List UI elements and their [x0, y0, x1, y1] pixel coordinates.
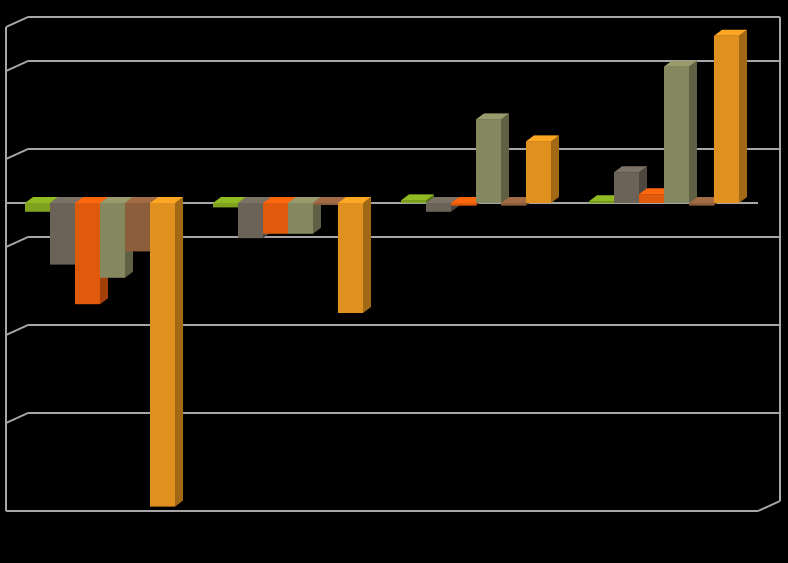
bar-side: [501, 113, 509, 203]
floor-right-edge: [758, 501, 780, 511]
bar: [664, 61, 697, 203]
gridline-side: [6, 149, 28, 159]
bar-front: [238, 203, 263, 238]
bar-front: [614, 172, 639, 203]
bar-front: [664, 67, 689, 203]
bar: [526, 135, 559, 203]
bar: [150, 197, 183, 507]
bar-front: [589, 201, 614, 203]
top-wall-edge: [6, 17, 28, 27]
bar-front: [125, 203, 150, 251]
bar-front: [526, 141, 551, 203]
bar-front: [100, 203, 125, 278]
bar-front: [25, 203, 50, 212]
gridline-side: [6, 61, 28, 71]
bar-front: [213, 203, 238, 207]
bar: [338, 197, 371, 313]
bar-front: [75, 203, 100, 304]
bar-side: [363, 197, 371, 313]
bar-front: [263, 203, 288, 234]
bar-front: [338, 203, 363, 313]
gridline-side: [6, 413, 28, 423]
bar-front: [714, 36, 739, 203]
bar-front: [501, 203, 526, 206]
gridline-side: [6, 237, 28, 247]
bar-side: [689, 61, 697, 203]
bar-side: [551, 135, 559, 203]
bar-front: [426, 203, 451, 212]
bar: [714, 30, 747, 203]
bar-front: [451, 203, 476, 206]
bar-front: [150, 203, 175, 507]
bars: [25, 30, 747, 507]
bar-front: [401, 200, 426, 203]
bar-front: [288, 203, 313, 234]
bar-side: [739, 30, 747, 203]
bar-front: [689, 203, 714, 206]
bar-front: [476, 119, 501, 203]
bar-front: [50, 203, 75, 265]
bar-front: [639, 194, 664, 203]
gridline-side: [6, 325, 28, 335]
bar: [476, 113, 509, 203]
bar-front: [313, 203, 338, 205]
bar-side: [175, 197, 183, 507]
